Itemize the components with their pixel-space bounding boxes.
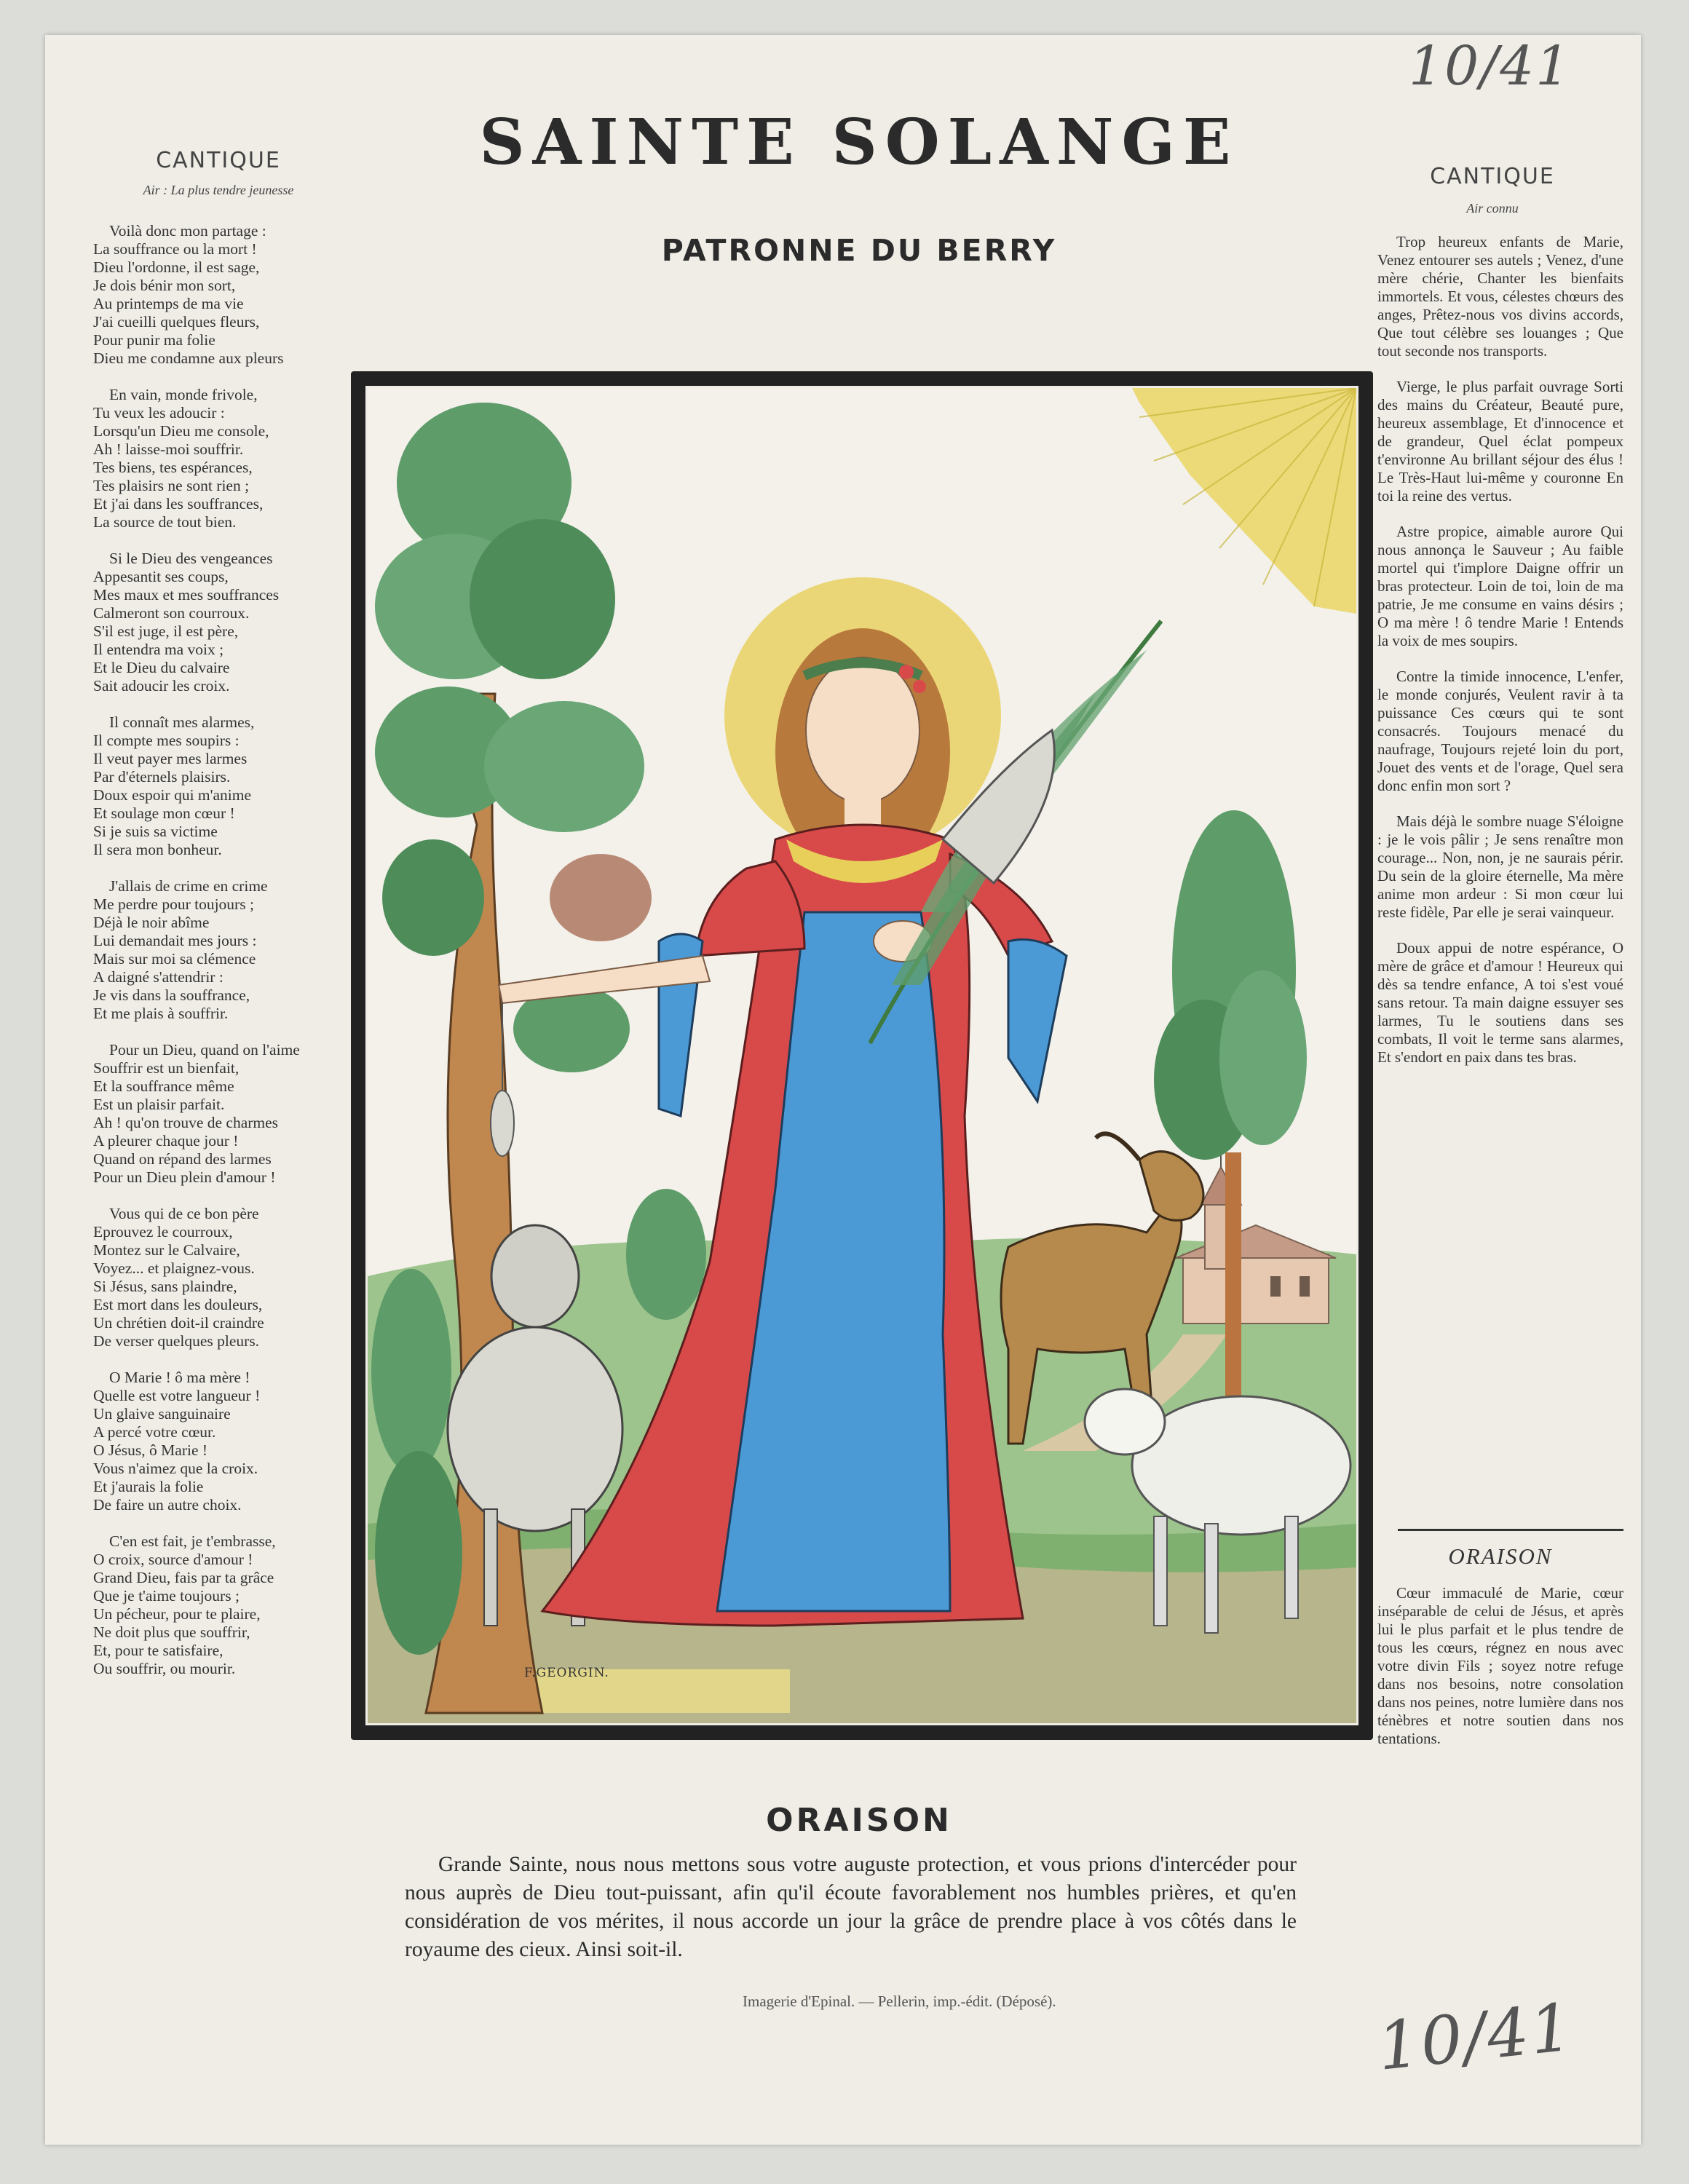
right-stanza: Doux appui de notre espérance, O mère de grâce et d'amour ! Heureux qui dès sa tendre enfance, A toi s'est voué sans retour. Ta main daigne essuyer ses larmes, Tu le soutiens dans ses combats, Il voit le terme sans alarmes, Et s'endort en paix dans tes bras. <box>1377 939 1623 1066</box>
verse-line: Mais sur moi sa clémence <box>93 950 256 968</box>
verse-line: Il veut payer mes larmes <box>93 750 248 767</box>
left-stanza <box>93 713 363 859</box>
verse-line: Un pécheur, pour te plaire, <box>93 1605 261 1623</box>
right-cantique-verses <box>1377 233 1623 1084</box>
verse-line: O Marie ! ô ma mère ! <box>109 1369 250 1386</box>
spindle-icon <box>491 1091 514 1156</box>
verse-line: De verser quelques pleurs. <box>93 1332 260 1350</box>
handwritten-note-bottom: 10/41 <box>1374 1989 1578 2086</box>
verse-line: Montez sur le Calvaire, <box>93 1241 240 1259</box>
verse-line: Calmeront son courroux. <box>93 604 250 622</box>
verse-line: Doux espoir qui m'anime <box>93 786 252 804</box>
verse-line: Tes plaisirs ne sont rien ; <box>93 477 250 494</box>
verse-line: Et me plais à souffrir. <box>93 1005 229 1022</box>
verse-line: Que je t'aime toujours ; <box>93 1587 240 1605</box>
verse-line: Et j'aurais la folie <box>93 1478 204 1495</box>
verse-line: Sait adoucir les croix. <box>93 677 230 695</box>
small-tree <box>626 1189 706 1320</box>
left-stanza <box>93 1369 363 1514</box>
verse-line: Ah ! qu'on trouve de charmes <box>93 1114 279 1131</box>
verse-line: Pour punir ma folie <box>93 331 215 349</box>
verse-line: Eprouvez le courroux, <box>93 1223 233 1241</box>
oraison-text: Grande Sainte, nous nous mettons sous votre auguste protection, et vous prions d'intercéder pour nous auprès de Dieu tout-puissant, afin qu'il écoute favorablement nos humbles prières, et qu'en considération de vos mérites, il nous accorde un jour la grâce de prendre place à vos côtés dans le royaume des cieux. Ainsi soit-il. <box>405 1853 1297 1961</box>
verse-line: Voyez... et plaignez-vous. <box>93 1259 255 1277</box>
verse-line: Pour un Dieu, quand on l'aime <box>109 1041 300 1059</box>
verse-line: Vous n'aimez que la croix. <box>93 1460 258 1477</box>
verse-line: Et le Dieu du calvaire <box>93 659 230 676</box>
right-stanza: Astre propice, aimable aurore Qui nous annonça le Sauveur ; Au faible mortel qui t'implore Daigne offrir un bras protecteur. Loin de toi, loin de ma patrie, Je me consume en vains désirs ; O ma mère ! ô tendre Marie ! Entends la voix de mes soupirs. <box>1377 523 1623 649</box>
verse-line: Lui demandait mes jours : <box>93 932 257 949</box>
verse-line: C'en est fait, je t'embrasse, <box>109 1532 276 1550</box>
left-stanza <box>93 222 363 368</box>
right-stanza: Trop heureux enfants de Marie, Venez entourer ses autels ; Venez, d'une mère chérie, Chanter les bienfaits immortels. Et vous, célestes chœurs des anges, Prêtez-nous vos divins accords, Que tout célèbre ses louanges ; Que tout seconde nos transports. <box>1377 233 1623 360</box>
verse-line: Il sera mon bonheur. <box>93 841 222 858</box>
handwritten-note-top: 10/41 <box>1409 35 1572 98</box>
verse-line: Souffrir est un bienfait, <box>93 1059 240 1077</box>
verse-line: Si Jésus, sans plaindre, <box>93 1278 237 1295</box>
left-stanza <box>93 550 363 695</box>
right-stanza: Contre la timide innocence, L'enfer, le monde conjurés, Veulent ravir à ta puissance Ces cœurs qui te sont consacrés. Toujours menacé du naufrage, Toujours rejeté loin du port, Jouet des vents et de l'orage, Quel sera donc enfin mon sort ? <box>1377 668 1623 794</box>
verse-line: Ne doit plus que souffrir, <box>93 1623 250 1641</box>
verse-line: Quand on répand des larmes <box>93 1150 272 1168</box>
right-oraison-text: Cœur immaculé de Marie, cœur inséparable de celui de Jésus, et après lui le plus parfait et le plus tendre de tous les cœurs, régnez en nous avec votre divin Fils ; soyez notre refuge dans nos besoins, notre consolation dans nos peines, notre lumière dans nos ténèbres et notre soutien dans nos tentations. <box>1377 1584 1623 1747</box>
verse-line: Je dois bénir mon sort, <box>93 277 236 294</box>
imprint-line: Imagerie d'Epinal. — Pellerin, imp.-édit. (Déposé). <box>743 1993 1056 2010</box>
verse-line: Je vis dans la souffrance, <box>93 986 250 1004</box>
verse-line: Est mort dans les douleurs, <box>93 1296 263 1313</box>
verse-line: A pleurer chaque jour ! <box>93 1132 239 1150</box>
verse-line: Et, pour te satisfaire, <box>93 1642 224 1659</box>
verse-line: Et j'ai dans les souffrances, <box>93 495 264 513</box>
verse-line: Il entendra ma voix ; <box>93 641 224 658</box>
left-cantique-heading: CANTIQUE <box>156 148 281 173</box>
illustration-frame <box>351 371 1373 1740</box>
left-cantique-verses <box>93 222 363 1696</box>
verse-line: Déjà le noir abîme <box>93 914 210 931</box>
verse-line: Tu veux les adoucir : <box>93 404 225 422</box>
verse-line: Ou souffrir, ou mourir. <box>93 1660 236 1677</box>
verse-line: Me perdre pour toujours ; <box>93 895 254 913</box>
oraison-title: ORAISON <box>766 1802 952 1839</box>
verse-line: Un chrétien doit-il craindre <box>93 1314 264 1332</box>
verse-line: Et soulage mon cœur ! <box>93 804 235 822</box>
left-cantique-air: Air : La plus tendre jeunesse <box>143 183 294 197</box>
verse-line: Ah ! laisse-moi souffrir. <box>93 440 244 458</box>
verse-line: De faire un autre choix. <box>93 1496 242 1514</box>
left-stanza <box>93 1205 363 1350</box>
verse-line: En vain, monde frivole, <box>109 386 258 403</box>
verse-line: Vous qui de ce bon père <box>109 1205 259 1222</box>
verse-line: Grand Dieu, fais par ta grâce <box>93 1569 274 1586</box>
right-oraison-title: ORAISON <box>1448 1543 1553 1569</box>
verse-line: Et la souffrance même <box>93 1077 234 1095</box>
verse-line: Par d'éternels plaisirs. <box>93 768 231 786</box>
left-stanza <box>93 1041 363 1187</box>
verse-line: A percé votre cœur. <box>93 1423 216 1441</box>
verse-line: Un glaive sanguinaire <box>93 1405 231 1423</box>
illustration <box>365 386 1358 1725</box>
verse-line: Au printemps de ma vie <box>93 295 244 312</box>
verse-line: S'il est juge, il est père, <box>93 622 239 640</box>
verse-line: La souffrance ou la mort ! <box>93 240 257 258</box>
left-stanza <box>93 386 363 531</box>
verse-line: Est un plaisir parfait. <box>93 1096 225 1113</box>
verse-line: Appesantit ses coups, <box>93 568 229 585</box>
verse-line: Il compte mes soupirs : <box>93 732 240 749</box>
verse-line: La source de tout bien. <box>93 513 237 531</box>
verse-line: Lorsqu'un Dieu me console, <box>93 422 269 440</box>
verse-line: Pour un Dieu plein d'amour ! <box>93 1168 276 1186</box>
right-stanza: Vierge, le plus parfait ouvrage Sorti des mains du Créateur, Beauté pure, heureux assemblage, Et d'innocence et de grandeur, Quel éclat pompeux t'environne Au brillant séjour des élus ! Le Très-Haut lui-même y couronne En toi la reine des vertus. <box>1377 378 1623 505</box>
page-title: SAINTE SOLANGE <box>479 106 1239 179</box>
verse-line: Si je suis sa victime <box>93 823 218 840</box>
verse-line: J'ai cueilli quelques fleurs, <box>93 313 260 331</box>
divider-rule <box>1398 1529 1623 1531</box>
right-cantique-air: Air connu <box>1466 201 1519 215</box>
verse-line: Tes biens, tes espérances, <box>93 459 253 476</box>
right-cantique-heading: CANTIQUE <box>1430 164 1555 189</box>
verse-line: Il connaît mes alarmes, <box>109 713 255 731</box>
illustration-signature: F.GEORGIN. <box>524 1666 609 1680</box>
page-subtitle: PATRONNE DU BERRY <box>661 233 1057 268</box>
verse-line: O croix, source d'amour ! <box>93 1551 253 1568</box>
verse-line: Si le Dieu des vengeances <box>109 550 273 567</box>
verse-line: Voilà donc mon partage : <box>109 222 266 240</box>
left-stanza <box>93 1532 363 1678</box>
verse-line: Quelle est votre langueur ! <box>93 1387 261 1404</box>
saint-solange-illustration <box>368 388 1356 1723</box>
verse-line: Mes maux et mes souffrances <box>93 586 280 604</box>
verse-line: O Jésus, ô Marie ! <box>93 1441 208 1459</box>
right-stanza: Mais déjà le sombre nuage S'éloigne : je le vois pâlir ; Je sens renaître mon courage... Non, non, je ne saurais périr. Du sein de la gloire éternelle, Ma mère anime mon ardeur : Si mon cœur lui reste fidèle, Par elle je serai vainqueur. <box>1377 812 1623 921</box>
verse-line: J'allais de crime en crime <box>109 877 268 895</box>
left-stanza <box>93 877 363 1023</box>
verse-line: Dieu l'ordonne, il est sage, <box>93 258 260 276</box>
verse-line: Dieu me condamne aux pleurs <box>93 349 284 367</box>
verse-line: A daigné s'attendrir : <box>93 968 224 986</box>
